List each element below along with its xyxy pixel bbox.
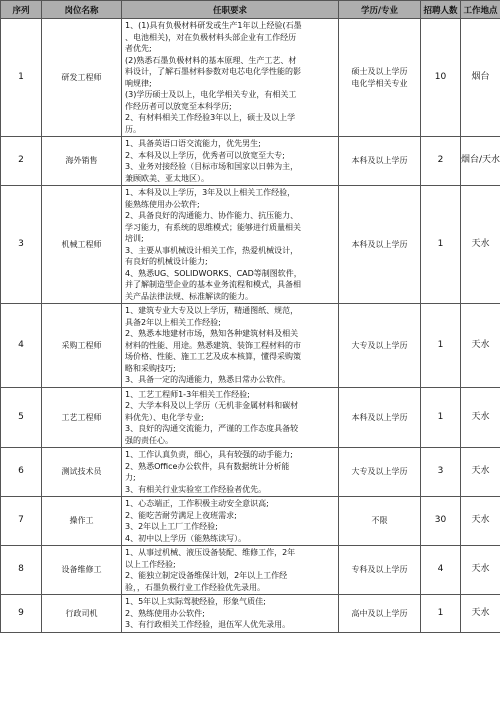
row-location: 天水 [461, 304, 500, 388]
row-position: 采购工程师 [42, 304, 122, 388]
requirement-line: 学习能力，有系统的思维模式；能够进行质量相关 [125, 222, 301, 232]
table-row [1, 186, 500, 304]
requirement-line: 3、良好的沟通交流能力，严谨的工作态度具备较 [125, 424, 299, 433]
requirement-line: 2、能独立制定设备维保计划，2年以上工作经 [125, 571, 288, 580]
table-row [1, 19, 500, 137]
row-location: 烟台/天水 [461, 137, 500, 186]
row-seq: 6 [1, 448, 42, 497]
row-seq: 8 [1, 546, 42, 595]
requirement-line: 并了解制造型企业的基本业务流程和模式，具备相 [125, 280, 301, 289]
row-education [339, 304, 421, 388]
requirement-line: 能熟练使用办公软件; [125, 199, 200, 209]
row-location: 天水 [461, 595, 500, 633]
row-headcount: 4 [421, 546, 461, 595]
row-location: 天水 [461, 186, 500, 304]
row-requirements [122, 137, 339, 186]
row-headcount: 2 [421, 137, 461, 186]
education-line: 本科及以上学历 [351, 239, 408, 249]
requirement-line: 场价格、性能、施工工艺及成本核算，懂得采购策 [125, 352, 301, 361]
requirement-line: 1、5年以上实际驾驶经验，形象气质佳; [125, 597, 266, 606]
row-seq: 1 [1, 19, 42, 137]
requirement-line: (2)熟悉石墨负极材料的基本原理、生产工艺、材 [125, 55, 297, 65]
row-requirements [122, 546, 339, 595]
requirement-line: 具备2年以上相关工作经验; [125, 317, 221, 327]
requirement-line: 2、具备良好的沟通能力、协作能力、抗压能力、 [125, 211, 299, 220]
requirement-line: 力; [125, 473, 136, 482]
row-position: 工艺工程师 [42, 387, 122, 448]
row-position: 海外销售 [42, 137, 122, 186]
table-row [1, 497, 500, 546]
education-line: 本科及以上学历 [351, 156, 408, 166]
requirement-line: 者优先; [125, 44, 152, 53]
row-education [339, 595, 421, 633]
requirement-line: 、电池相关)，对在负极材料头部企业有工作经历 [125, 32, 297, 42]
requirement-line: 响规律; [125, 78, 152, 88]
header-position: 岗位名称 [42, 1, 122, 19]
row-position: 操作工 [42, 497, 122, 546]
education-line: 大专及以上学历 [351, 340, 408, 350]
row-requirements [122, 448, 339, 497]
row-position: 研发工程师 [42, 19, 122, 137]
row-position: 机械工程师 [42, 186, 122, 304]
row-education [339, 546, 421, 595]
header-requirements: 任职要求 [122, 1, 339, 19]
row-position: 行政司机 [42, 595, 122, 633]
requirement-line: 3、主要从事机械设计相关工作，热爱机械设计， [125, 245, 299, 255]
table-header [1, 1, 500, 19]
requirement-line: 有良好的机械设计能力; [125, 257, 208, 266]
row-education [339, 387, 421, 448]
requirement-line: 关产品法律法规、标准解读的能力。 [125, 291, 253, 301]
header-location: 工作地点 [461, 1, 500, 19]
row-headcount: 1 [421, 595, 461, 633]
table-row [1, 448, 500, 497]
education-line: 硕士及以上学历 [351, 67, 408, 76]
requirement-line: 略和采购技巧; [125, 363, 176, 373]
requirement-line: 3、2年以上工厂工作经验; [125, 522, 218, 531]
requirement-line: 2、熟悉本地建材市场，熟知各种建筑材料及相关 [125, 329, 299, 338]
row-location: 天水 [461, 497, 500, 546]
header-row [1, 1, 500, 19]
header-headcount: 招聘人数 [421, 1, 461, 19]
requirement-line: 3、有行政相关工作经验，退伍军人优先录用。 [125, 620, 291, 629]
requirement-line: 材料的性能、用途。熟悉建筑、装饰工程材料的市 [125, 340, 301, 350]
row-seq: 2 [1, 137, 42, 186]
requirement-line: 4、熟悉UG、SOLIDWORKS、CAD等制图软件， [125, 268, 302, 278]
row-requirements [122, 595, 339, 633]
requirement-line: 3、业务对接经验（目标市场和国家以日韩为主， [125, 162, 299, 171]
row-headcount: 3 [421, 448, 461, 497]
requirement-line: 1、具备英语口语交流能力，优先男生; [125, 139, 261, 148]
row-seq: 4 [1, 304, 42, 388]
requirement-line: 料优先）、电化学专业; [125, 412, 204, 422]
education-line: 本科及以上学历 [351, 412, 408, 422]
requirement-line: 1、建筑专业大专及以上学历，精通图纸、规范， [125, 306, 299, 315]
education-line: 专科及以上学历 [351, 565, 408, 575]
row-headcount: 30 [421, 497, 461, 546]
requirement-line: 验，，石墨负极行业工作经验优先录用。 [125, 582, 265, 592]
requirement-line: 1、工艺工程师1-3年相关工作经验; [125, 389, 250, 399]
requirement-line: 4、初中以上学历（能熟练读写）。 [125, 533, 247, 543]
row-seq: 3 [1, 186, 42, 304]
row-requirements [122, 186, 339, 304]
requirement-line: 作经历者可以放宽至本科学历; [125, 101, 232, 111]
education-line: 电化学相关专业 [351, 78, 408, 88]
requirement-line: 1、(1)具有负极材料研发或生产1年以上经验(石墨 [125, 21, 302, 30]
requirement-line: 3、有相关行业实验室工作经验者优先。 [125, 484, 267, 494]
requirement-line: 强的责任心。 [125, 435, 173, 445]
row-position: 测试技术员 [42, 448, 122, 497]
requirement-line: 1、本科及以上学历，3年及以上相关工作经验， [125, 188, 296, 197]
requirement-line: 培训; [125, 234, 144, 243]
row-requirements [122, 304, 339, 388]
requirement-line: 1、心态端正，工作积极主动安全意识高; [125, 499, 269, 508]
row-seq: 9 [1, 595, 42, 633]
row-education [339, 19, 421, 137]
requirement-line: (3)学历硕士及以上，电化学相关专业，有相关工 [125, 90, 297, 99]
header-education: 学历/专业 [339, 1, 421, 19]
row-location: 天水 [461, 387, 500, 448]
row-requirements [122, 19, 339, 137]
header-seq: 序列 [1, 1, 42, 19]
table-row [1, 304, 500, 388]
row-headcount: 1 [421, 186, 461, 304]
row-seq: 5 [1, 387, 42, 448]
row-requirements [122, 497, 339, 546]
row-position: 设备维修工 [42, 546, 122, 595]
requirement-line: 2、能吃苦耐劳满足上夜班需求; [125, 510, 237, 520]
requirement-line: 1、从事过机械、液压设备装配、维修工作，2年 [125, 548, 296, 557]
row-headcount: 1 [421, 304, 461, 388]
education-line: 大专及以上学历 [351, 467, 408, 477]
requirement-line: 兼顾欧美、亚太地区）。 [125, 173, 209, 183]
requirement-line: 2、大学本科及以上学历（无机非金属材料和碳材 [125, 401, 299, 410]
row-headcount: 1 [421, 387, 461, 448]
requirement-line: 料设计，了解石墨材料参数对电芯电化学性能的影 [125, 67, 301, 76]
row-location: 天水 [461, 546, 500, 595]
table-row [1, 387, 500, 448]
row-location: 烟台 [461, 19, 500, 137]
row-education [339, 186, 421, 304]
row-education [339, 497, 421, 546]
requirement-line: 历。 [125, 124, 141, 134]
row-education [339, 448, 421, 497]
table-row [1, 546, 500, 595]
education-line: 高中及以上学历 [351, 608, 408, 618]
table-body [1, 19, 500, 633]
row-education [339, 137, 421, 186]
requirement-line: 1、工作认真负责，细心，具有较强的动手能力; [125, 450, 293, 459]
requirement-line: 3、具备一定的沟通能力，熟悉日常办公软件。 [125, 375, 291, 384]
education-line: 不限 [371, 516, 388, 526]
requirement-line: 2、有材料相关工作经验3年以上，硕士及以上学 [125, 113, 296, 122]
row-headcount: 10 [421, 19, 461, 137]
table-row [1, 137, 500, 186]
row-location: 天水 [461, 448, 500, 497]
row-requirements [122, 387, 339, 448]
requirement-line: 2、本科及以上学历，优秀者可以放宽至大专; [125, 150, 285, 160]
requirement-line: 以上工作经验; [125, 559, 176, 569]
table-row [1, 595, 500, 633]
requirement-line: 2、熟练使用办公软件; [125, 608, 205, 618]
requirement-line: 2、熟悉Office办公软件，具有数据统计分析能 [125, 461, 290, 471]
row-seq: 7 [1, 497, 42, 546]
